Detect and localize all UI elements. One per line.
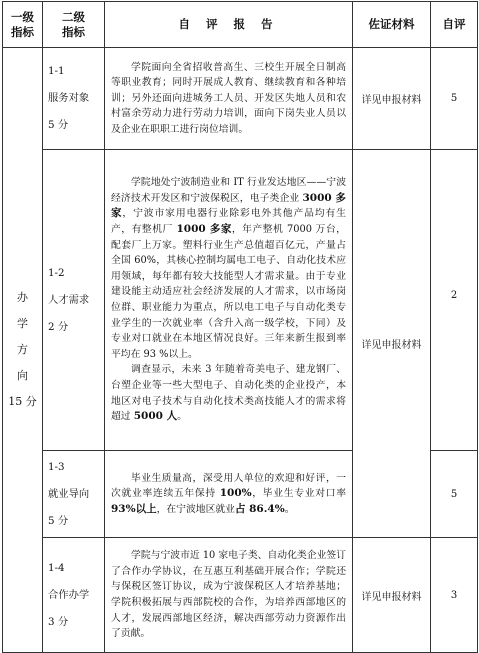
level2-score: 5 分 [48,119,69,131]
evidence-cell: 详见申报材料 [353,150,431,538]
report-highlight: 3000 多家 [111,191,346,220]
report-paragraph [111,362,346,424]
report-text: 。 [284,503,295,515]
header-level2 [43,2,105,48]
header-level2-line2: 指标 [62,24,85,39]
header-level1-line1: 一级 [11,9,34,24]
table-header-row [3,2,478,48]
report-highlight: 100% [219,487,252,500]
header-report: 自 评 报 告 [105,2,353,48]
level2-id: 1-1 [48,65,65,77]
report-text: ，年产整机 7000 万台，配套厂上万家。塑料行业生产总值超百亿元，产量占全国 60%，其核心控制均属电工电子、自动化技术应用领域，每年都有较大技能型人才需求量。由于专业建设能主动适应社会经济发展的人才需求，以市场岗位群、职业能力为重点，所以电工电子与自动化类专业学生的一次就业率（含升入高一级学校，下同）及专业对口就业在本地区情况良好。三年来新生报到率平均在 93 %以上。 [111,224,346,360]
self-evaluation-table [2,1,478,653]
level2-score: 3 分 [48,615,69,628]
report-paragraph [111,60,346,138]
self-score-cell: 3 [431,538,478,653]
level2-score: 2 分 [48,320,69,333]
report-cell [105,48,353,150]
report-paragraph [111,471,346,518]
level2-id: 1-4 [48,561,65,574]
level2-name: 合作办学 [48,588,90,601]
report-cell [105,451,353,538]
evidence-cell: 详见申报材料 [353,538,431,653]
level2-name: 人才需求 [48,293,90,306]
level2-cell [43,451,105,538]
report-paragraph [111,548,346,642]
level2-name: 就业导向 [48,487,90,500]
level2-score: 5 分 [48,514,69,527]
level2-name: 服务对象 [48,92,90,104]
level1-char: 学 [17,317,28,330]
report-text: 毕业生质量高，深受用人单位的欢迎和好评，一次就业率连续五年保持 [111,472,346,500]
report-highlight: 占 86.4% [234,502,285,515]
table-row [3,150,478,451]
report-text: 学院面向全省招收普高生、三校生开展全日制高等职业教育；同时开展成人教育、继续教育和各种培训；另外还面向进城务工人员、开发区失地人员和农村富余劳动力进行劳动力培训，面向下岗失业人员以及企业在职职工进行岗位培训。 [111,61,346,135]
evidence-cell: 详见申报材料 [353,48,431,150]
header-level1 [3,2,43,48]
level2-id: 1-3 [48,460,65,473]
level1-score: 15 分 [8,395,37,408]
table-row [3,48,478,150]
level2-cell [43,150,105,451]
report-text: ，在宁波地区就业 [156,503,235,515]
report-paragraph [111,175,346,362]
report-text: 。 [177,411,187,423]
report-text: 学院与宁波市近 10 家电子类、自动化类企业签订了合作办学协议，在互惠互利基础开展合作；学院还与保税区签订协议，成为宁波保税区人才培养基地；学院积极拓展与西部院校的合作，为培养西部地区的人才，发展西部地区经济，解决西部劳动力资源作出了贡献。 [111,550,346,640]
level1-char: 办 [17,291,28,304]
header-evidence: 佐证材料 [353,2,431,48]
level1-char: 向 [17,369,28,382]
self-score-cell: 2 [431,150,478,451]
self-score-cell: 5 [431,48,478,150]
report-text: 学院地处宁波制造业和 IT 行业发达地区——宁波经济技术开发区和宁波保税区，电子类企业 [111,177,346,204]
report-cell [105,150,353,451]
self-score-cell: 5 [431,451,478,538]
report-highlight: 93%以上 [111,502,157,515]
report-text: ，宁波市家用电器行业除彩电外其他产品均有生产，有整机厂 [111,208,347,236]
report-cell [105,538,353,653]
level2-id: 1-2 [48,266,65,279]
header-level1-line2: 指标 [11,24,34,39]
level2-cell [43,538,105,653]
table-row [3,538,478,653]
header-level2-line1: 二级 [62,9,85,24]
level1-cell [3,48,43,653]
level2-cell [43,48,105,150]
level1-char: 方 [17,343,28,356]
report-highlight: 5000 人 [133,410,178,423]
report-text: ，毕业生专业对口率 [251,488,347,500]
header-self-score: 自评 [431,2,478,48]
report-highlight: 1000 多家 [176,223,232,236]
report-text: 调查显示，未来 3 年随着奇美电子、建龙钢厂、台塑企业等一些大型电子、自动化类的企业投产，本地区对电子技术与自动化技术类高技能人才的需求将超过 [111,364,346,423]
